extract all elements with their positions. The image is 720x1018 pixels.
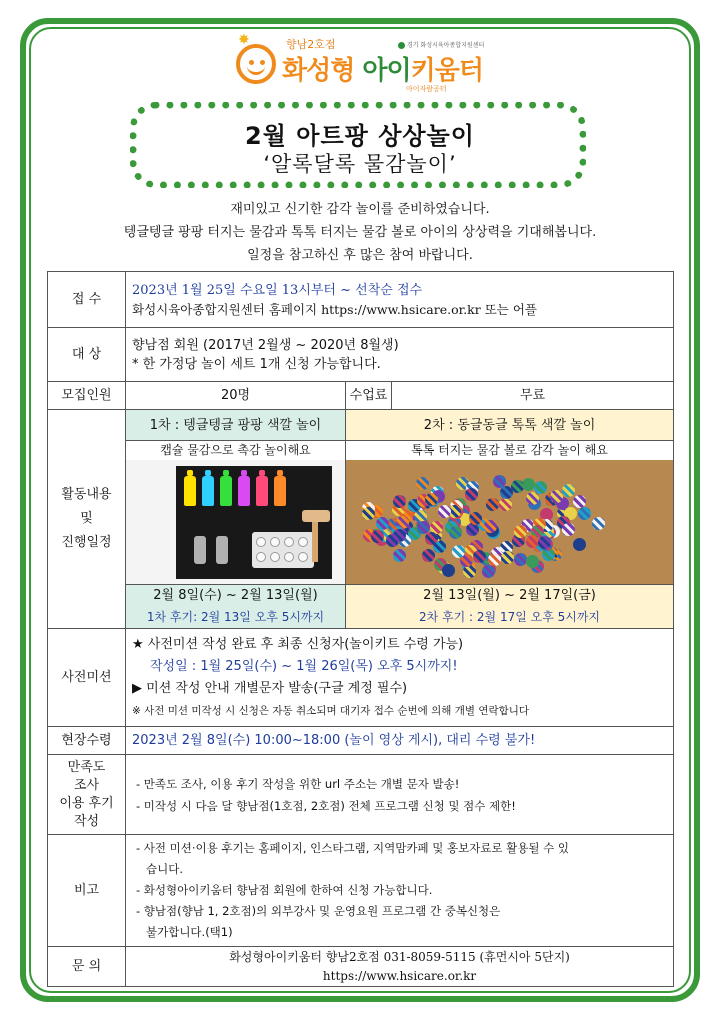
contact-url: https://www.hsicare.or.kr [322, 968, 477, 983]
page-subtitle: ‘알록달록 물감놀이’ [263, 152, 457, 176]
paint-ball [416, 477, 429, 490]
note-line: 습니다. [146, 862, 183, 876]
round1-review: 1차 후기: 2월 13일 오후 5시까지 [126, 607, 346, 629]
info-table [47, 271, 674, 987]
paint-ball [499, 498, 512, 511]
paint-ball [486, 498, 499, 511]
paint-ball [425, 493, 438, 506]
row-contact [48, 947, 674, 987]
logo-sub: 아이자람공터 [406, 85, 447, 93]
note-value [126, 835, 674, 947]
reception-label: 접 수 [48, 272, 126, 328]
paint-ball [562, 523, 575, 536]
contact-value [126, 947, 674, 987]
mission-line: ▶ 미션 작성 안내 개별문자 발송(구글 계정 필수) [132, 680, 408, 696]
paint-ball [511, 480, 524, 493]
note-line: 불가합니다.(택1) [146, 925, 233, 939]
row-target [48, 328, 674, 382]
paint-ball [573, 538, 586, 551]
paint-ball [514, 525, 527, 538]
fee-label: 수업료 [346, 382, 392, 410]
smile-face-icon [236, 44, 276, 84]
recruit-count: 20명 [126, 382, 346, 410]
row-activity-photos [48, 460, 674, 585]
paint-ball [393, 495, 406, 508]
row-pickup [48, 727, 674, 755]
row-mission [48, 629, 674, 727]
mission-label: 사전미션 [48, 629, 126, 727]
survey-value [126, 755, 674, 835]
target-range: 향남점 회원 (2017년 2월생 ~ 2020년 8월생) [132, 337, 399, 353]
recruit-label: 모집인원 [48, 382, 126, 410]
activity-label: 활동내용 및 진행일정 [48, 410, 126, 629]
paint-ball [484, 520, 497, 533]
target-value [126, 328, 674, 382]
row-activity-period [48, 585, 674, 607]
paint-ball [449, 526, 462, 539]
paint-ball [501, 551, 514, 564]
row-note [48, 835, 674, 947]
paint-ball [465, 488, 478, 501]
intro-line: 일정을 참고하신 후 많은 참여 바랍니다. [247, 248, 473, 263]
intro-line: 텡글텡글 팡팡 터지는 물감과 톡톡 터지는 물감 볼로 아이의 상상력을 기대해봅니다. [123, 225, 597, 240]
round2-period: 2월 13일(월) ~ 2월 17일(금) [346, 585, 674, 607]
row-reception [48, 272, 674, 328]
note-line: - 향남점(향남 1, 2호점)의 외부강사 및 운영요원 프로그램 간 중복신청은 [136, 904, 501, 918]
paint-ball [578, 507, 591, 520]
paint-ball [488, 553, 501, 566]
intro-text [0, 198, 720, 267]
paint-ball [376, 517, 389, 530]
paint-ball-photo [346, 460, 673, 584]
contact-label: 문 의 [48, 947, 126, 987]
round1-title: 1차 : 텡글텡글 팡팡 색깔 놀이 [126, 410, 346, 441]
mission-notice: ※ 사전 미션 미작성 시 신청은 자동 취소되며 대기자 접수 순번에 의해 개별 연락합니다 [132, 704, 530, 717]
note-line: - 사전 미션·이용 후기는 홈페이지, 인스타그램, 지역맘카페 및 홍보자료로 활용될 수 있 [136, 841, 570, 855]
note-line: - 화성형아이키움터 향남점 회원에 한하여 신청 가능합니다. [136, 883, 433, 897]
pickup-value: 2023년 2월 8일(수) 10:00~18:00 (놀이 영상 게시), 대리 수령 불가! [126, 727, 674, 755]
pickup-label: 현장수령 [48, 727, 126, 755]
contact-phone: 화성형아이키움터 향남2호점 031-8059-5115 (휴먼시아 5단지) [229, 949, 570, 964]
row-activity-title [48, 410, 674, 441]
row-activity-review [48, 607, 674, 629]
reception-url: 화성시육아종합지원센터 홈페이지 https://www.hsicare.or.kr 또는 어플 [132, 301, 537, 317]
paint-ball [562, 484, 575, 497]
paint-ball [386, 534, 399, 547]
paint-ball [466, 523, 479, 536]
round2-title: 2차 : 동글동글 톡톡 색깔 놀이 [346, 410, 674, 441]
survey-line: - 만족도 조사, 이용 후기 작성을 위한 url 주소는 개별 문자 발송! [136, 776, 460, 791]
mission-value [126, 629, 674, 727]
paint-ball [393, 549, 406, 562]
round2-review: 2차 후기 : 2월 17일 오후 5시까지 [346, 607, 674, 629]
paint-ball [482, 565, 495, 578]
star-icon: ✸ [238, 32, 250, 48]
paint-ball [514, 553, 527, 566]
paint-ball [592, 517, 605, 530]
fee-value: 무료 [392, 382, 674, 410]
round1-photo-cell [126, 460, 346, 585]
mission-line: ★ 사전미션 작성 완료 후 최종 신청자(놀이키트 수령 가능) [132, 636, 464, 652]
logo-branch: 향남2호점 [286, 38, 336, 51]
round2-desc: 톡톡 터지는 물감 볼로 감각 놀이 해요 [346, 441, 674, 461]
partner-logo: 경기 화성시육아종합지원센터 [398, 40, 484, 49]
paint-ball [442, 564, 455, 577]
logo-name: 화성형 아이키움터 [282, 56, 483, 86]
row-activity-desc [48, 441, 674, 461]
mission-date: 작성일 : 1월 25일(수) ~ 1월 26일(목) 오후 5시까지! [150, 658, 458, 674]
paint-ball [534, 481, 547, 494]
round1-period: 2월 8일(수) ~ 2월 13일(월) [126, 585, 346, 607]
reception-value [126, 272, 674, 328]
reception-date: 2023년 1월 25일 수요일 13시부터 ~ 선착순 접수 [132, 282, 423, 298]
paint-ball [362, 507, 375, 520]
paint-ball [526, 555, 539, 568]
row-recruit [48, 382, 674, 410]
paint-ball [550, 490, 563, 503]
target-note: * 한 가정당 놀이 세트 1개 신청 가능합니다. [132, 356, 381, 372]
paint-ball [422, 549, 435, 562]
capsule-paint-photo [126, 460, 345, 584]
round2-photo-cell [346, 460, 674, 585]
note-label: 비고 [48, 835, 126, 947]
page-title: 2월 아트팡 상상놀이 [245, 122, 475, 150]
round1-desc: 캡슐 물감으로 촉감 놀이해요 [126, 441, 346, 461]
partner-dot-icon [398, 42, 405, 49]
target-label: 대 상 [48, 328, 126, 382]
intro-line: 재미있고 신기한 감각 놀이를 준비하였습니다. [230, 202, 490, 217]
row-survey [48, 755, 674, 835]
paint-ball [425, 532, 438, 545]
survey-line: - 미작성 시 다음 달 향남점(1호점, 2호점) 전체 프로그램 신청 및 점수 제한! [136, 798, 516, 813]
survey-label: 만족도 조사 이용 후기 작성 [48, 755, 126, 835]
